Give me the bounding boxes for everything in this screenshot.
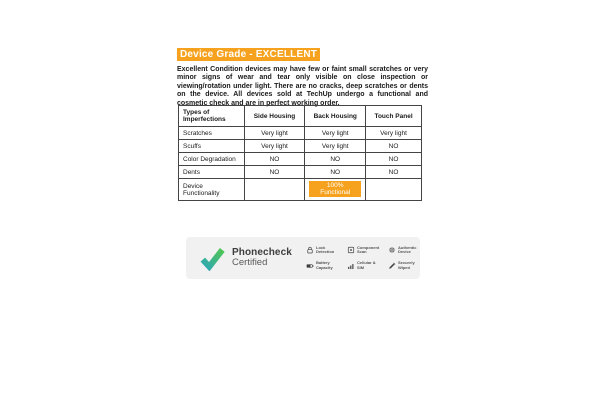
component-scan-icon [347,246,355,254]
cellular-sim-icon [347,262,355,270]
table-row-scratches [179,127,422,140]
functional-highlight-badge: 100% Functional [309,181,361,197]
row-label: Scuffs [179,140,245,153]
col-header-side-housing: Side Housing [244,106,305,127]
feature-authentic-device [388,246,428,255]
feature-label: Battery Capacity [316,260,333,270]
cell-value: Very light [244,127,305,140]
row-label: Color Degradation [179,153,245,166]
feature-securely-wiped [388,261,428,270]
col-header-types: Types of Imperfections [179,106,245,127]
cell-value: NO [244,166,305,179]
certification-features [306,246,428,270]
table-row-color-degradation [179,153,422,166]
phonecheck-certified-card [186,237,420,279]
authentic-device-icon [388,246,396,254]
imperfections-table [178,105,422,201]
table-header-row [179,106,422,127]
cell-value: Very light [305,140,366,153]
cell-value: NO [305,153,366,166]
lock-icon [306,246,314,254]
battery-capacity-icon [306,262,314,270]
cell-value: NO [244,153,305,166]
feature-label: Component Scan [357,244,380,255]
cell-value: NO [366,153,422,166]
cell-value: NO [366,140,422,153]
cell-value: NO [305,166,366,179]
feature-label: Securely Wiped [398,260,415,270]
brand-subtitle: Certified [232,257,268,268]
row-label: Scratches [179,127,245,140]
cell-value: Very light [244,140,305,153]
feature-label: Cellular & SIM [357,260,376,270]
feature-cellular-sim [347,261,387,270]
brand-block [232,248,294,268]
brand-name: Phonecheck [232,247,292,258]
cell-value [366,179,422,201]
table-row-scuffs [179,140,422,153]
cell-value: NO [366,166,422,179]
page-title: Device Grade - EXCELLENT [177,48,320,61]
description-paragraph: Excellent Condition devices may have few or faint small scratches or very minor signs of wear and tear only visible on close inspection or viewing/rotation under light. There are no cracks, deep scratches or dents on the device. All devices sold at TechUp undergo a functional and cosmetic check and are in perfect working order. [177,66,428,107]
col-header-touch-panel: Touch Panel [366,106,422,127]
col-header-back-housing: Back Housing [305,106,366,127]
table-row-device-functionality [179,179,422,201]
phonecheck-checkmark-icon [199,245,225,271]
row-label: Device Functionality [179,179,245,201]
securely-wiped-icon [388,262,396,270]
cell-value [305,179,366,201]
feature-lock-detection [306,246,346,255]
cell-value: Very light [366,127,422,140]
feature-component-scan [347,246,387,255]
feature-label: Lock Detection [316,244,335,255]
cell-value [244,179,305,201]
feature-battery-capacity [306,261,346,270]
table-row-dents [179,166,422,179]
feature-label: Authentic Device [398,244,417,255]
cell-value: Very light [305,127,366,140]
row-label: Dents [179,166,245,179]
